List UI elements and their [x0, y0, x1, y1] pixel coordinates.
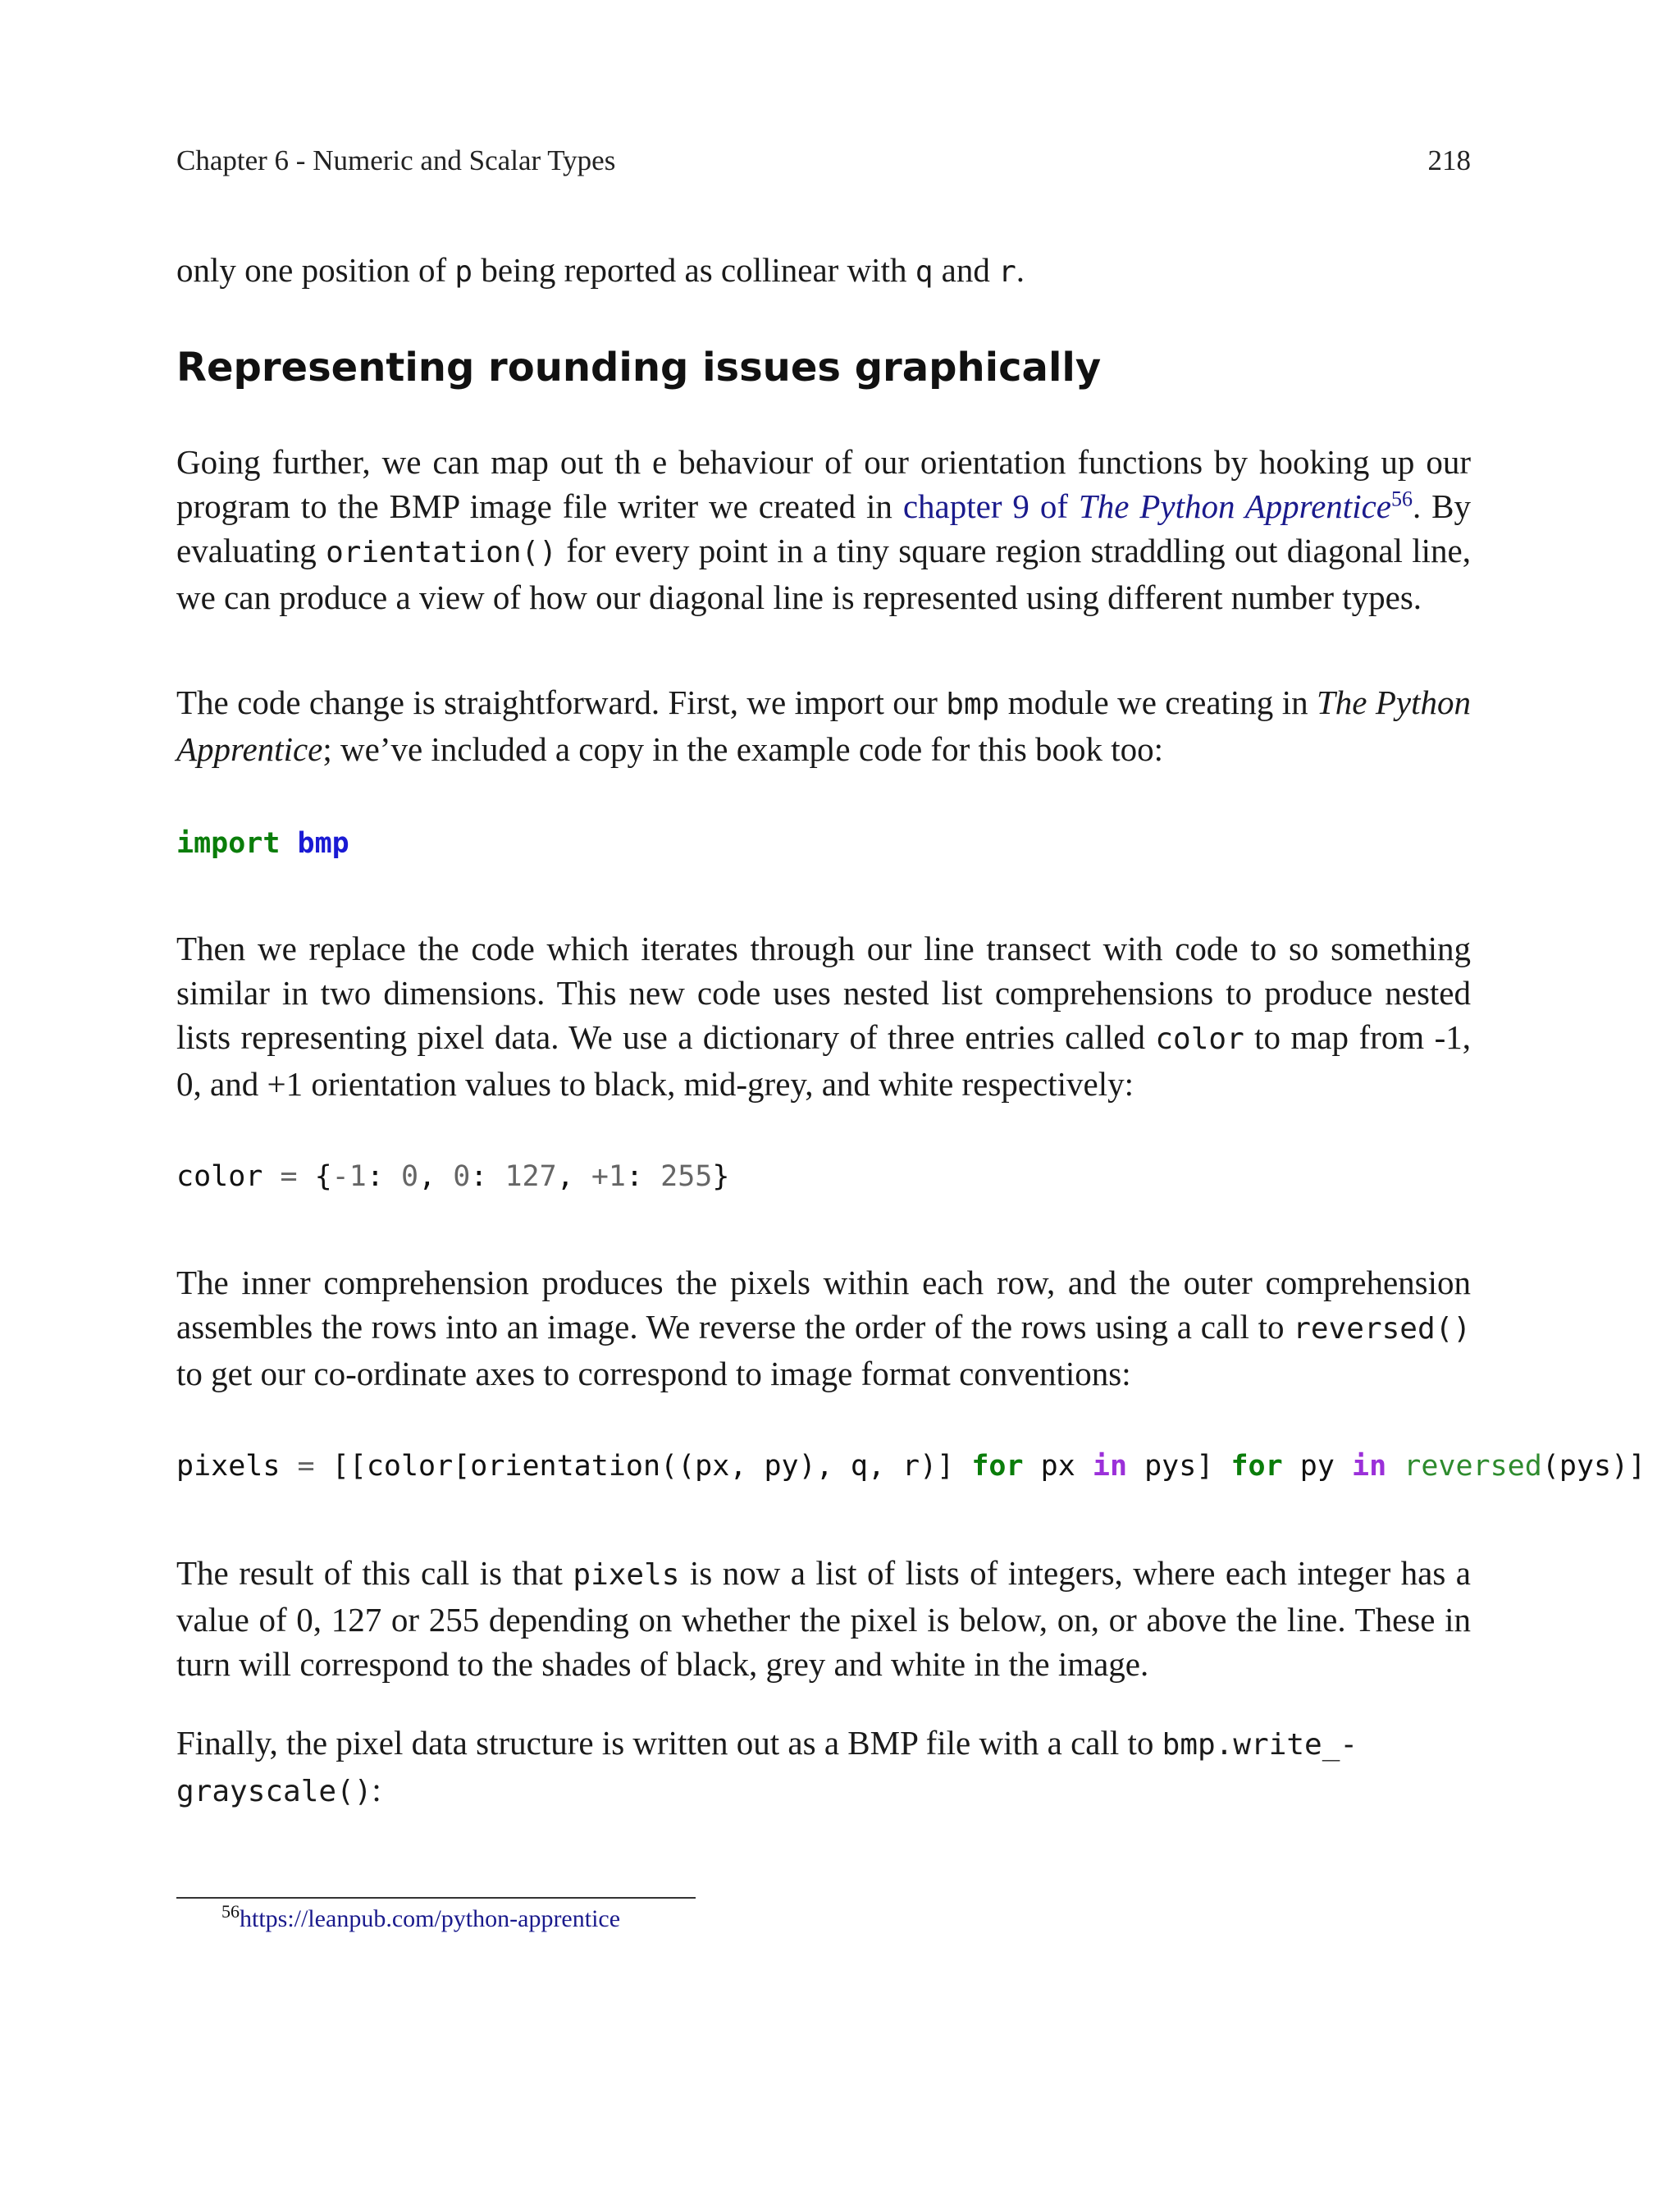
code-block-color: color = {-1: 0, 0: 127, +1: 255} — [176, 1160, 730, 1193]
footnote-number: 56 — [221, 1901, 240, 1922]
footnote — [221, 1901, 621, 1933]
paragraph-finally: Finally, the pixel data structure is written out as a BMP file with a call to bmp.write_- grayscale(): — [176, 1724, 1358, 1808]
book-title: The Python Apprentice — [176, 683, 1471, 768]
inline-code-color: color — [1155, 1022, 1244, 1056]
paragraph-result: The result of this call is that pixels is now a list of lists of integers, where each integer has a value of 0, 127 or 255 depending on whether the pixel is below, on, or above the line. These in turn will correspond to the shades of black, grey and white in the image. — [176, 1554, 1471, 1683]
chapter-link[interactable]: chapter 9 of The Python Apprentice$^{56}$ — [902, 487, 1413, 525]
inline-code-pixels: pixels — [573, 1558, 680, 1592]
paragraph-replace: Then we replace the code which iterates through our line transect with code to so something similar in two dimensions. This new code uses nested list comprehensions to produce nested lists representing pixel data. We use a dictionary of three entries called color to map from -1, 0, and +1 orientation values to black, mid-grey, and white respectively: — [176, 930, 1471, 1103]
inline-code-reversed: reversed() — [1293, 1312, 1471, 1346]
page-number: 218 — [1427, 144, 1471, 176]
inline-code-q: q — [915, 255, 934, 289]
code-block-pixels: pixels = [[color[orientation((px, py), q, r)] for px in pys] for py in reversed(pys)] — [176, 1450, 1646, 1483]
inline-code-bmp: bmp — [946, 688, 1000, 721]
footnote-link[interactable]: https://leanpub.com/python-apprentice — [240, 1905, 621, 1932]
inline-code-orientation: orientation() — [326, 536, 557, 569]
code-block-import: import bmp — [176, 827, 349, 860]
inline-code-p: p — [454, 255, 473, 289]
paragraph-intro: Going further, we can map out th e behaviour of our orientation functions by hooking up our program to the BMP image file writer we created in chapter 9 of The Python Apprentice$^{56}$. By evaluating orientation() for every point in a tiny square region straddling out diagonal line, we can produce a view of how our diagonal line is represented using different number types. — [176, 443, 1471, 616]
chapter-title: Chapter 6 - Numeric and Scalar Types — [176, 144, 616, 176]
footnote-divider — [176, 1897, 696, 1899]
running-header — [176, 144, 1471, 177]
section-heading: Representing rounding issues graphically — [176, 345, 1102, 391]
paragraph-import: The code change is straightforward. First, we import our bmp module we creating in The Python Apprentice; we’ve included a copy in the example code for this book too: — [176, 683, 1471, 768]
footnote-ref[interactable]: 56 — [1390, 487, 1413, 511]
inline-code-grayscale: grayscale() — [176, 1775, 372, 1808]
inline-code-r: r — [998, 255, 1016, 289]
paragraph-continuation: only one position of p being reported as collinear with q and r. — [176, 251, 1025, 289]
inline-code-write: bmp.write_- — [1162, 1728, 1358, 1762]
paragraph-comprehension: The inner comprehension produces the pixels within each row, and the outer comprehension assembles the rows into an image. We reverse the order of the rows using a call to reversed() to get our co-ordinate axes to correspond to image format conventions: — [176, 1264, 1471, 1392]
